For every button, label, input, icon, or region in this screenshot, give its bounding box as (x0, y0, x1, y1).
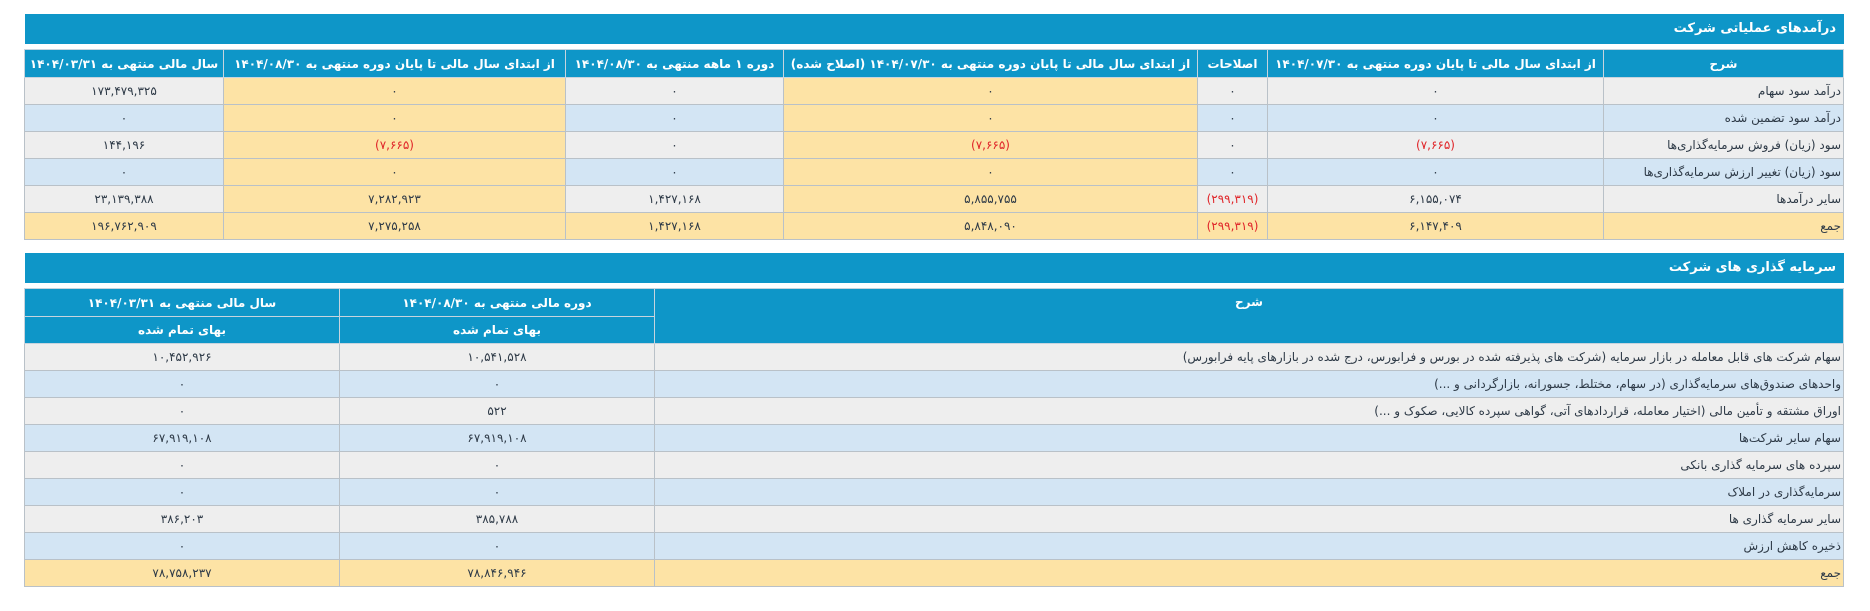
cell-value: ۰ (340, 452, 655, 479)
cell-value: ۰ (1198, 159, 1268, 186)
row-desc: سهام سایر شرکت‌ها (655, 425, 1844, 452)
cell-value: ۰ (340, 371, 655, 398)
row-desc: سایر سرمایه گذاری ها (655, 506, 1844, 533)
investments-table (24, 288, 1844, 587)
cell-value: ۰ (1198, 105, 1268, 132)
operating-income-title: درآمدهای عملیاتی شرکت (25, 14, 1844, 44)
cell-value-negative: (۲۹۹,۳۱۹) (1198, 186, 1268, 213)
cell-value: ۱۷۳,۴۷۹,۳۲۵ (25, 78, 224, 105)
col-header-period-0830: دوره مالی منتهی به ۱۴۰۴/۰۸/۳۰ (340, 289, 655, 317)
cell-value: ۵,۸۵۵,۷۵۵ (784, 186, 1198, 213)
col-header-fy-0331: سال مالی منتهی به ۱۴۰۴/۰۳/۳۱ (25, 289, 340, 317)
row-desc: ذخیره کاهش ارزش (655, 533, 1844, 560)
table-row (25, 479, 1844, 506)
cell-value: ۰ (1268, 78, 1604, 105)
row-desc: درآمد سود تضمین شده (1604, 105, 1844, 132)
col-header-adjustments: اصلاحات (1198, 50, 1268, 78)
table-header-row (25, 289, 1844, 317)
cell-value: ۰ (1198, 132, 1268, 159)
col-header-fy-0331: سال مالی منتهی به ۱۴۰۴/۰۳/۳۱ (25, 50, 224, 78)
cell-value: ۱,۴۲۷,۱۶۸ (566, 213, 784, 240)
cell-value: ۰ (25, 398, 340, 425)
cell-value: ۰ (224, 159, 566, 186)
cell-value: ۰ (340, 533, 655, 560)
table-row (25, 452, 1844, 479)
cell-value-negative: (۲۹۹,۳۱۹) (1198, 213, 1268, 240)
cell-value: ۰ (224, 105, 566, 132)
cell-value: ۱۰,۵۴۱,۵۲۸ (340, 344, 655, 371)
table-row (25, 105, 1844, 132)
row-desc: سایر درآمدها (1604, 186, 1844, 213)
cell-value: ۰ (566, 78, 784, 105)
col-header-ytd-0830: از ابتدای سال مالی تا پایان دوره منتهی به ۱۴۰۴/۰۸/۳۰ (224, 50, 566, 78)
col-subheader-year-cost: بهای تمام شده (25, 317, 340, 344)
table-row (25, 132, 1844, 159)
col-header-ytd-0730-restated: از ابتدای سال مالی تا پایان دوره منتهی به ۱۴۰۴/۰۷/۳۰ (اصلاح شده) (784, 50, 1198, 78)
cell-value: ۰ (566, 159, 784, 186)
table-header-row (25, 50, 1844, 78)
table-row (25, 533, 1844, 560)
cell-value: ۰ (566, 105, 784, 132)
row-desc: اوراق مشتقه و تأمین مالی (اختیار معامله، قراردادهای آتی، گواهی سپرده کالایی، صکوک و ...) (655, 398, 1844, 425)
table-row (25, 78, 1844, 105)
cell-value: ۳۸۵,۷۸۸ (340, 506, 655, 533)
col-header-1month-0830: دوره ۱ ماهه منتهی به ۱۴۰۴/۰۸/۳۰ (566, 50, 784, 78)
row-desc: سود (زیان) تغییر ارزش سرمایه‌گذاری‌ها (1604, 159, 1844, 186)
row-desc: واحدهای صندوق‌های سرمایه‌گذاری (در سهام، مختلط، جسورانه، بازارگردانی و ...) (655, 371, 1844, 398)
cell-value: ۰ (25, 371, 340, 398)
cell-value: ۳۸۶,۲۰۳ (25, 506, 340, 533)
cell-value: ۰ (25, 533, 340, 560)
operating-income-section (25, 14, 1844, 240)
cell-value: ۰ (784, 78, 1198, 105)
row-desc: جمع (655, 560, 1844, 587)
table-total-row (25, 213, 1844, 240)
row-desc: سهام شرکت های قابل معامله در بازار سرمایه (شرکت های پذیرفته شده در بورس و فرابورس، درج شده در بازارهای پایه فرابورس) (655, 344, 1844, 371)
cell-value: ۰ (1268, 105, 1604, 132)
cell-value: ۷۸,۷۵۸,۲۳۷ (25, 560, 340, 587)
row-desc: درآمد سود سهام (1604, 78, 1844, 105)
table-row (25, 398, 1844, 425)
table-row (25, 506, 1844, 533)
col-subheader-period-cost: بهای تمام شده (340, 317, 655, 344)
cell-value: ۵,۸۴۸,۰۹۰ (784, 213, 1198, 240)
cell-value: ۱,۴۲۷,۱۶۸ (566, 186, 784, 213)
cell-value: ۷,۲۸۲,۹۲۳ (224, 186, 566, 213)
cell-value: ۰ (1198, 78, 1268, 105)
cell-value: ۰ (784, 105, 1198, 132)
investments-title: سرمایه گذاری های شرکت (25, 253, 1844, 283)
col-header-desc: شرح (655, 289, 1844, 344)
cell-value-negative: (۷,۶۶۵) (784, 132, 1198, 159)
cell-value: ۱۹۶,۷۶۲,۹۰۹ (25, 213, 224, 240)
row-desc: سود (زیان) فروش سرمایه‌گذاری‌ها (1604, 132, 1844, 159)
table-total-row (25, 560, 1844, 587)
cell-value: ۰ (784, 159, 1198, 186)
cell-value: ۰ (25, 452, 340, 479)
cell-value: ۱۰,۴۵۲,۹۲۶ (25, 344, 340, 371)
cell-value-negative: (۷,۶۶۵) (1268, 132, 1604, 159)
cell-value: ۶,۱۵۵,۰۷۴ (1268, 186, 1604, 213)
operating-income-table (24, 49, 1844, 240)
table-row (25, 371, 1844, 398)
cell-value: ۷,۲۷۵,۲۵۸ (224, 213, 566, 240)
row-desc: سرمایه‌گذاری در املاک (655, 479, 1844, 506)
cell-value: ۶۷,۹۱۹,۱۰۸ (25, 425, 340, 452)
cell-value: ۰ (25, 105, 224, 132)
cell-value: ۱۴۴,۱۹۶ (25, 132, 224, 159)
col-header-ytd-0730: از ابتدای سال مالی تا پایان دوره منتهی به ۱۴۰۴/۰۷/۳۰ (1268, 50, 1604, 78)
cell-value: ۰ (224, 78, 566, 105)
cell-value: ۰ (25, 479, 340, 506)
cell-value-negative: (۷,۶۶۵) (224, 132, 566, 159)
table-row (25, 159, 1844, 186)
investments-section (25, 253, 1844, 587)
cell-value: ۶۷,۹۱۹,۱۰۸ (340, 425, 655, 452)
col-header-desc: شرح (1604, 50, 1844, 78)
cell-value: ۲۳,۱۳۹,۳۸۸ (25, 186, 224, 213)
cell-value: ۰ (25, 159, 224, 186)
row-desc: سپرده های سرمایه گذاری بانکی (655, 452, 1844, 479)
cell-value: ۶,۱۴۷,۴۰۹ (1268, 213, 1604, 240)
row-desc: جمع (1604, 213, 1844, 240)
cell-value: ۰ (1268, 159, 1604, 186)
cell-value: ۷۸,۸۴۶,۹۴۶ (340, 560, 655, 587)
table-row (25, 425, 1844, 452)
table-row (25, 344, 1844, 371)
cell-value: ۰ (566, 132, 784, 159)
cell-value: ۰ (340, 479, 655, 506)
table-row (25, 186, 1844, 213)
cell-value: ۵۲۲ (340, 398, 655, 425)
